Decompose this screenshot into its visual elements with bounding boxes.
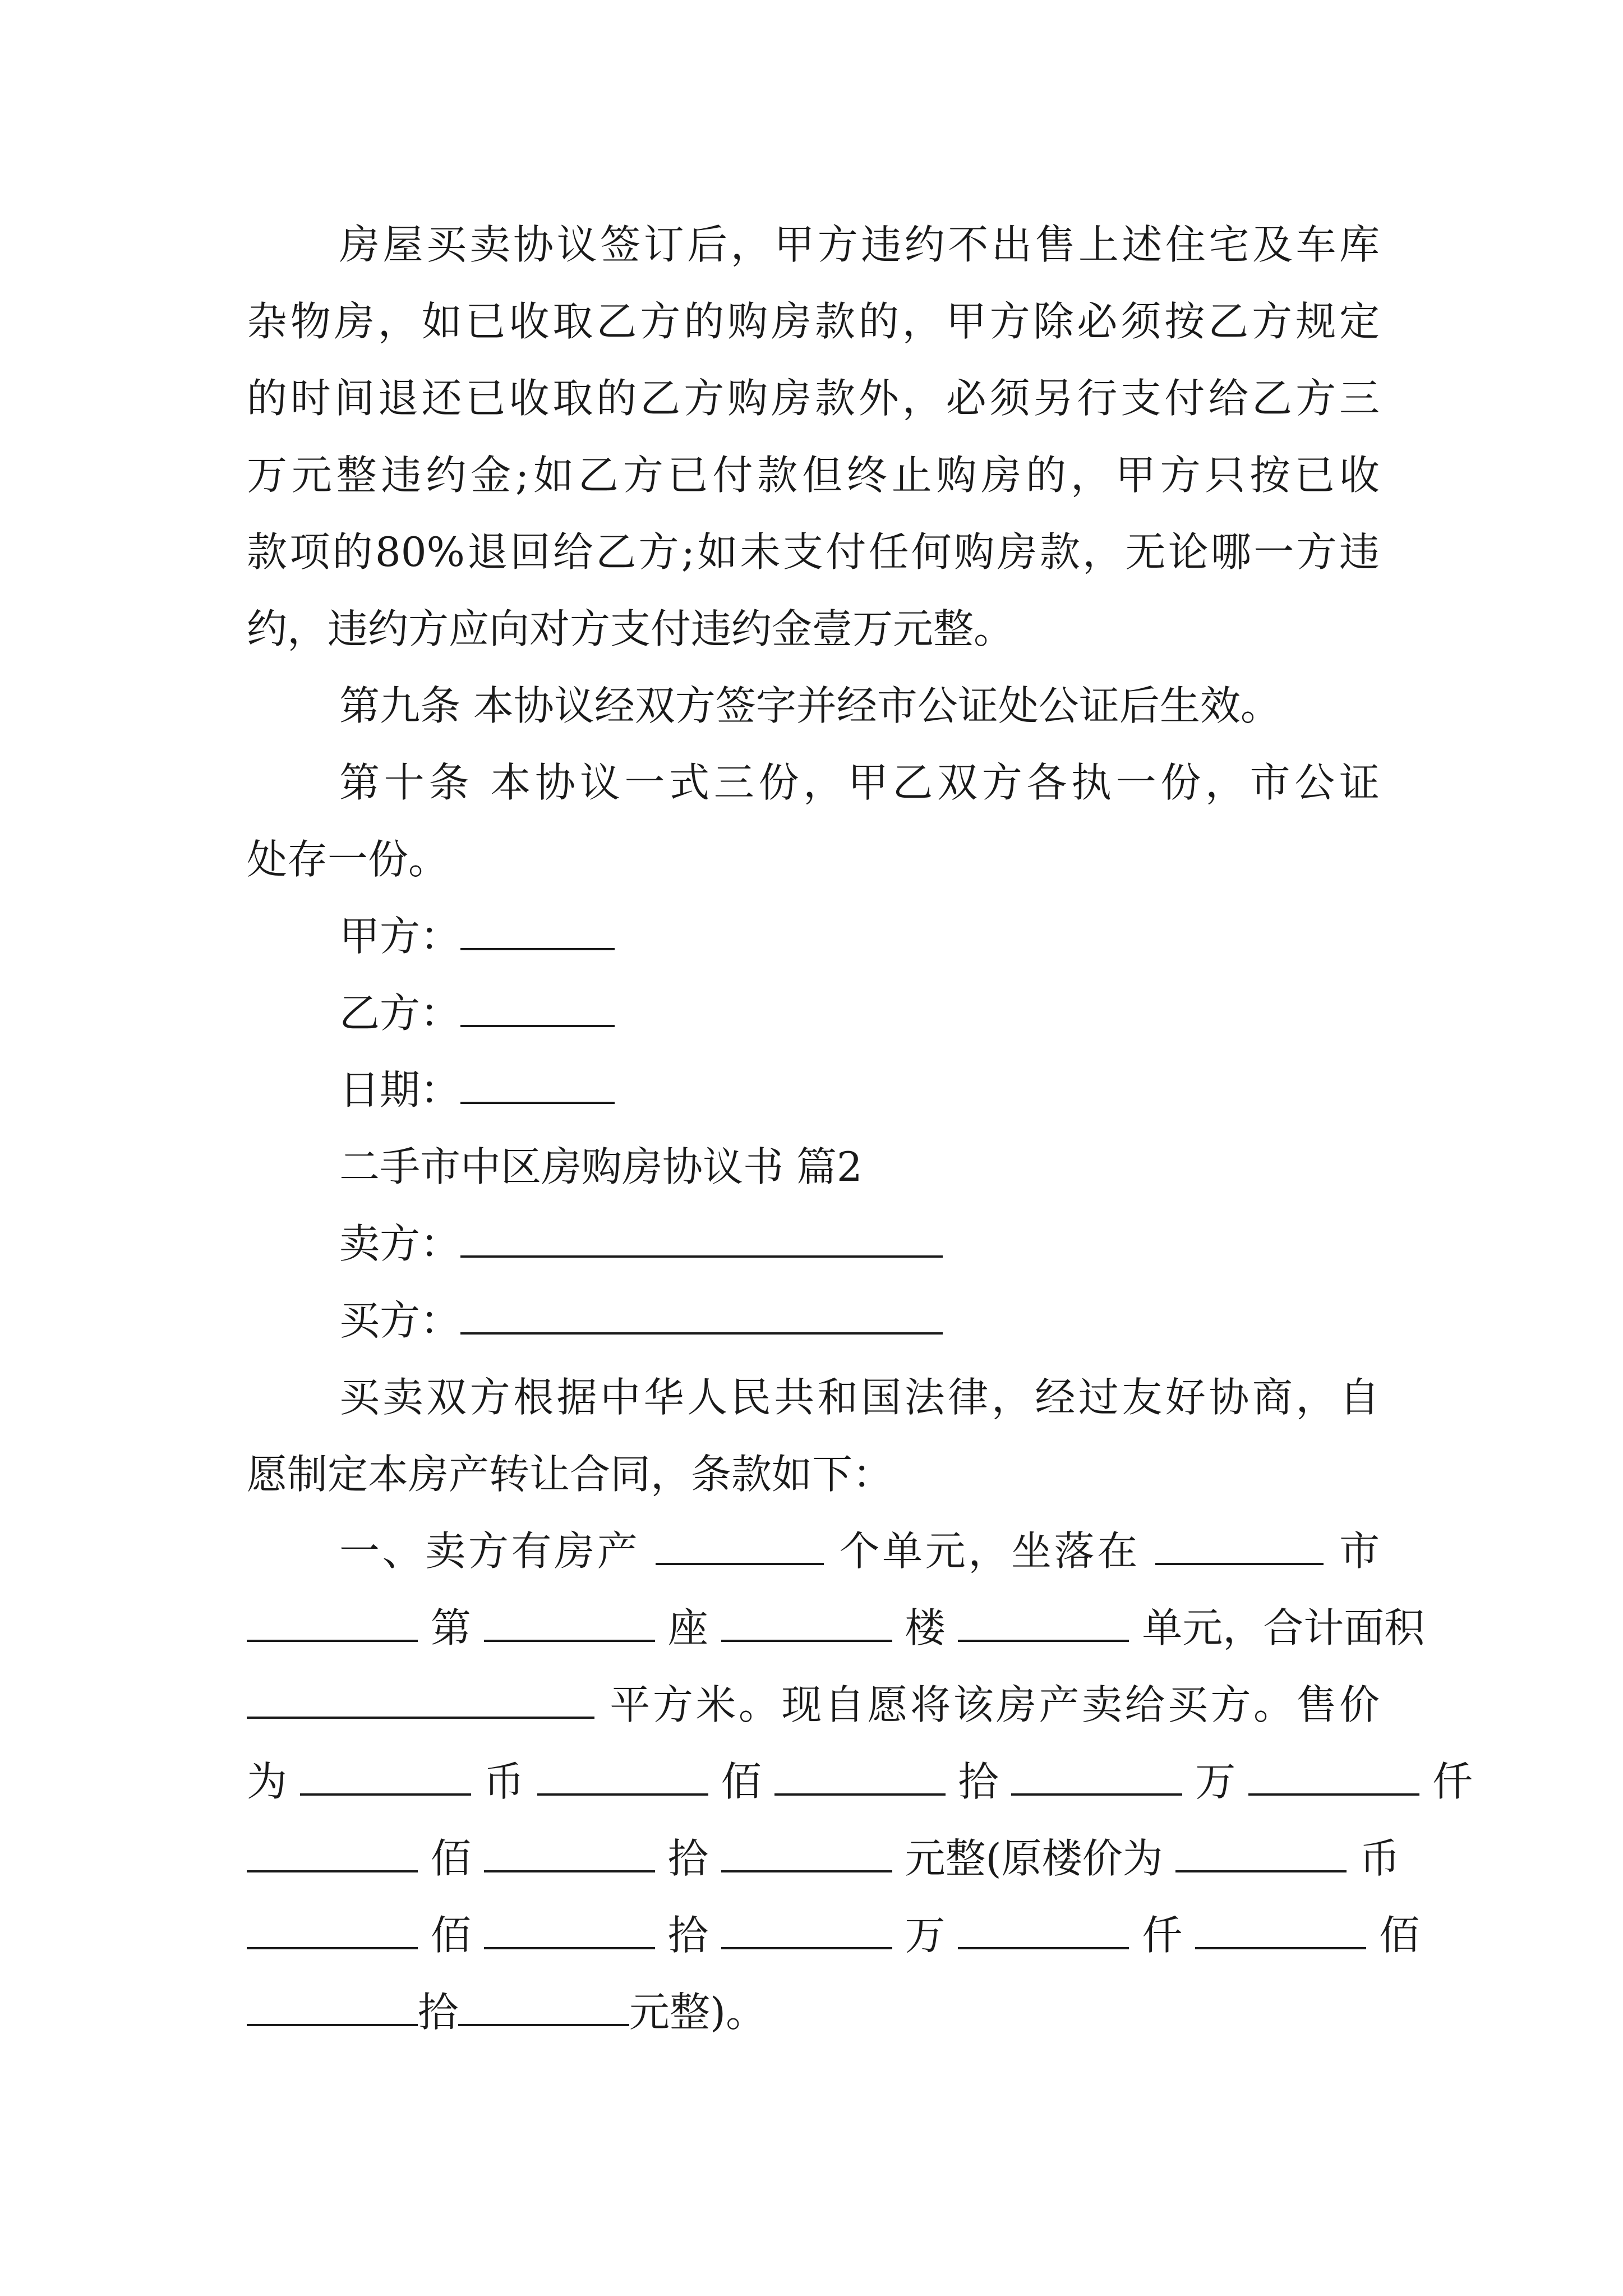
- party-a-signature-line: [339, 898, 1380, 974]
- clause-1-line: [339, 1513, 1380, 1589]
- original-price-blank: [247, 1987, 418, 2026]
- price-blank: [721, 1834, 892, 1872]
- clause-text: 币: [1359, 1835, 1400, 1882]
- clause-text: 佰: [430, 1912, 471, 1959]
- clause-text: 万: [905, 1912, 946, 1959]
- price-blank: [484, 1834, 655, 1872]
- date-line: [339, 1052, 1380, 1128]
- clause-1-line: [247, 1974, 1380, 2050]
- paragraph-line: 约，违约方应向对方支付违约金壹万元整。: [247, 605, 1015, 652]
- intro-line: 买卖双方根据中华人民共和国法律，经过友好协商，自: [339, 1374, 1380, 1421]
- party-a-blank: [460, 912, 615, 950]
- article-10-line: 处存一份。: [247, 836, 449, 883]
- original-price-blank: [721, 1911, 892, 1949]
- clause-text: 拾: [958, 1758, 999, 1805]
- buyer-blank: [460, 1296, 943, 1335]
- clause-1-line: [247, 1897, 1420, 1973]
- original-price-blank: [1195, 1911, 1366, 1949]
- seller-blank: [460, 1219, 943, 1258]
- area-blank: [247, 1680, 594, 1719]
- clause-text: 佰: [721, 1758, 762, 1805]
- price-blank: [537, 1757, 708, 1796]
- paragraph-line: 杂物房，如已收取乙方的购房款的，甲方除必须按乙方规定: [247, 298, 1380, 345]
- paragraph-line: 的时间退还已收取的乙方购房款外，必须另行支付给乙方三: [247, 375, 1380, 422]
- clause-1-line: [247, 1820, 1400, 1897]
- intro-line: 愿制定本房产转让合同，条款如下：: [247, 1451, 893, 1498]
- clause-text: 市: [1339, 1527, 1380, 1575]
- clause-text: 座: [667, 1604, 708, 1651]
- price-blank: [774, 1757, 946, 1796]
- clause-text: 一、卖方有房产: [339, 1527, 640, 1575]
- address-blank: [484, 1603, 655, 1642]
- city-blank: [1155, 1526, 1324, 1565]
- paragraph-line: 万元整违约金;如乙方已付款但终止购房的，甲方只按已收: [247, 452, 1380, 499]
- clause-text: 仟: [1432, 1758, 1473, 1805]
- article-9: 第九条 本协议经双方签字并经市公证处公证后生效。: [339, 682, 1281, 729]
- date-blank: [460, 1065, 615, 1104]
- clause-text: 佰: [430, 1835, 471, 1882]
- price-blank: [247, 1834, 418, 1872]
- clause-text: 仟: [1142, 1912, 1183, 1959]
- address-blank: [958, 1603, 1129, 1642]
- clause-text: 单元，合计面积: [1142, 1604, 1425, 1651]
- date-label: 日期：: [339, 1066, 461, 1114]
- address-blank: [721, 1603, 892, 1642]
- price-blank: [1248, 1757, 1419, 1796]
- clause-text: 平方米。现自愿将该房产卖给买方。售价: [610, 1681, 1380, 1728]
- original-price-blank: [484, 1911, 655, 1949]
- price-blank: [1011, 1757, 1182, 1796]
- party-b-signature-line: [339, 975, 1380, 1051]
- clause-text: 为: [247, 1758, 288, 1805]
- clause-1-line: [247, 1667, 1380, 1743]
- original-price-blank: [958, 1911, 1129, 1949]
- units-blank: [656, 1526, 824, 1565]
- clause-text: 元整)。: [629, 1989, 767, 2036]
- clause-text: 拾: [418, 1989, 459, 2036]
- buyer-label: 买方：: [339, 1297, 461, 1344]
- clause-text: 拾: [667, 1835, 708, 1882]
- original-price-blank: [458, 1987, 629, 2026]
- clause-1-line: [247, 1590, 1425, 1666]
- article-10-line: 第十条 本协议一式三份，甲乙双方各执一份，市公证: [339, 759, 1380, 806]
- clause-text: 第: [430, 1604, 471, 1651]
- section-2-title: 二手市中区房购房协议书 篇2: [339, 1143, 863, 1190]
- seller-line: [339, 1205, 1380, 1282]
- clause-1-line: [247, 1743, 1473, 1820]
- party-a-label: 甲方：: [339, 913, 461, 960]
- clause-text: 个单元，坐落在: [839, 1527, 1140, 1575]
- clause-text: 币: [483, 1758, 524, 1805]
- clause-text: 佰: [1379, 1912, 1420, 1959]
- party-b-blank: [460, 988, 615, 1027]
- clause-text: 拾: [667, 1912, 708, 1959]
- clause-text: 楼: [905, 1604, 946, 1651]
- buyer-line: [339, 1282, 1380, 1359]
- price-blank: [300, 1757, 471, 1796]
- party-b-label: 乙方：: [339, 990, 461, 1037]
- original-price-blank: [247, 1911, 418, 1949]
- clause-text: 万: [1195, 1758, 1236, 1805]
- paragraph-line: 房屋买卖协议签订后，甲方违约不出售上述住宅及车库: [339, 221, 1380, 268]
- paragraph-line: 款项的80%退回给乙方;如未支付任何购房款，无论哪一方违: [247, 528, 1380, 576]
- clause-text: 元整(原楼价为: [905, 1835, 1163, 1882]
- original-price-blank: [1175, 1834, 1347, 1872]
- address-blank: [247, 1603, 418, 1642]
- seller-label: 卖方：: [339, 1220, 461, 1267]
